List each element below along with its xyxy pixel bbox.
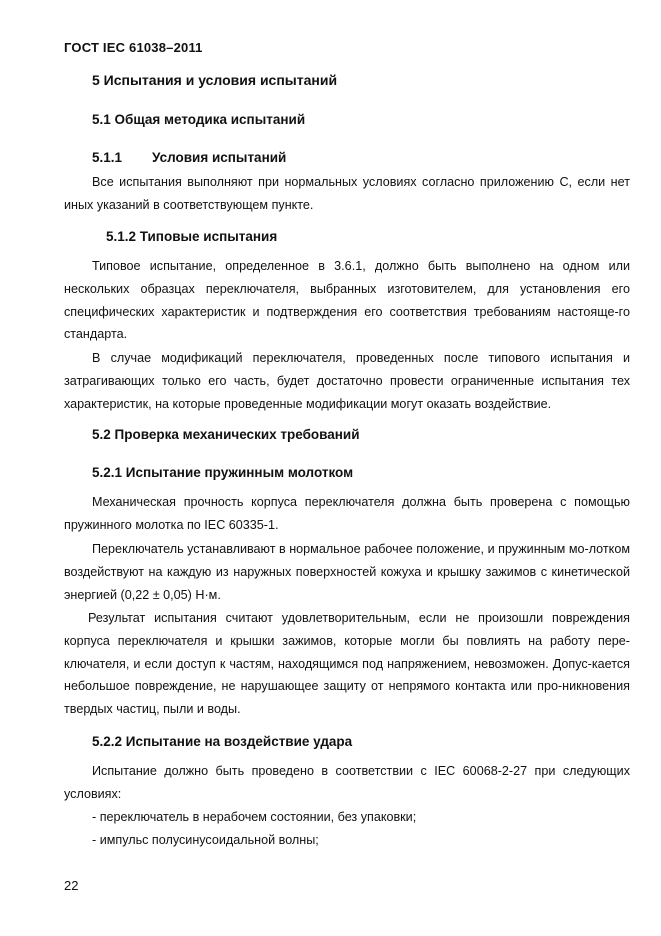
section-5-2-heading: 5.2 Проверка механических требований [92,427,360,442]
section-5-2-2-heading: 5.2.2 Испытание на воздействие удара [92,734,353,749]
section-5-1-1-text: Все испытания выполняют при нормальных условиях согласно приложению С, если нет иных указаний в соответствующем пункте. [64,175,630,212]
section-5-1-heading: 5.1 Общая методика испытаний [92,112,306,127]
section-5-1-1-heading [92,150,286,165]
section-5-1-1-number: 5.1.1 [92,150,123,165]
section-5-1-2-paragraph-1: Типовое испытание, определенное в 3.6.1, должно быть выполнено на одном или нескольких образцах переключателя, выбранных изготовителем, для установления его специфических характеристик и подтверждения его соответствия требованиям настояще-го стандарта. [64,259,630,342]
section-5-1-2-heading: 5.1.2 Типовые испытания [106,229,278,244]
section-5-heading: 5 Испытания и условия испытаний [92,72,338,88]
section-5-2-2-paragraph-1: Испытание должно быть проведено в соответствии с IEC 60068-2-27 при следующих условиях: [64,764,630,801]
list-item: - переключатель в нерабочем состоянии, без упаковки; [92,810,417,824]
document-header: ГОСТ IEC 61038–2011 [64,40,203,55]
section-5-2-1-paragraph-3: Результат испытания считают удовлетворительным, если не произошли повреждения корпуса переключателя и крышки зажимов, которые могли бы повлиять на работу пере-ключателя, и если доступ к частям, находящимся под напряжением, невозможен. Допус-кается небольшое повреждение, не нарушающее защиту от непрямого контакта или про-никновения твердых частиц, пыли и воды. [64,611,630,717]
section-5-1-1-title: Условия испытаний [152,150,287,165]
section-5-2-1-paragraph-2: Переключатель устанавливают в нормальное рабочее положение, и пружинным мо-лотком воздействуют на каждую из наружных поверхностей кожуха и крышку зажимов с кинетической энергией (0,22 ± 0,05) Н·м. [64,542,630,602]
section-5-1-2-paragraph-2: В случае модификаций переключателя, проведенных после типового испытания и затрагивающих только его часть, будет достаточно провести ограниченные испытания тех характеристик, на которые проведенные модификации могут оказать воздействие. [64,351,630,411]
list-item: - импульс полусинусоидальной волны; [92,833,319,847]
page-number: 22 [64,878,79,893]
section-5-2-1-paragraph-1: Механическая прочность корпуса переключателя должна быть проверена с помощью пружинного молотка по IEC 60335-1. [64,495,630,532]
section-5-2-1-heading: 5.2.1 Испытание пружинным молотком [92,465,354,480]
